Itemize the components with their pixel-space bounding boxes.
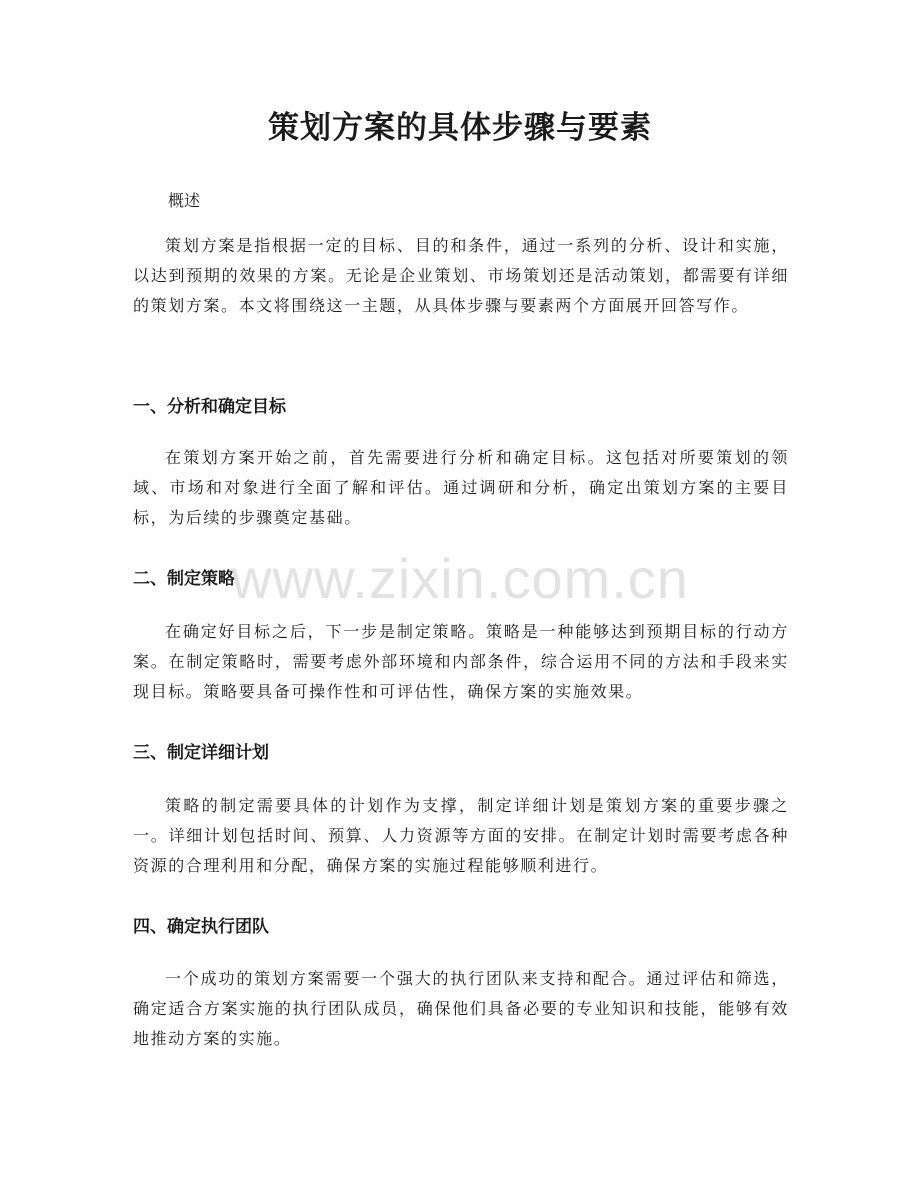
section-body-4: 一个成功的策划方案需要一个强大的执行团队来支持和配合。通过评估和筛选，确定适合方案实施的执行团队成员，确保他们具备必要的专业知识和技能，能够有效地推动方案的实施。	[133, 969, 789, 1048]
section-heading-3: 三、制定详细计划	[133, 743, 269, 763]
section-heading-4: 四、确定执行团队	[133, 917, 269, 937]
watermark-text: www.zixin.com.cn	[231, 547, 689, 610]
section-heading-1: 一、分析和确定目标	[133, 397, 286, 417]
section-body-1: 在策划方案开始之前，首先需要进行分析和确定目标。这包括对所要策划的领域、市场和对象进行全面了解和评估。通过调研和分析，确定出策划方案的主要目标，为后续的步骤奠定基础。	[133, 448, 789, 527]
section-heading-2: 二、制定策略	[133, 569, 235, 589]
overview-label: 概述	[168, 191, 201, 210]
document-title: 策划方案的具体步骤与要素	[268, 110, 652, 146]
section-body-3: 策略的制定需要具体的计划作为支撑，制定详细计划是策划方案的重要步骤之一。详细计划包括时间、预算、人力资源等方面的安排。在制定计划时需要考虑各种资源的合理利用和分配，确保方案的实施过程能够顺利进行。	[133, 796, 789, 875]
intro-paragraph: 策划方案是指根据一定的目标、目的和条件，通过一系列的分析、设计和实施，以达到预期的效果的方案。无论是企业策划、市场策划还是活动策划，都需要有详细的策划方案。本文将围绕这一主题，从具体步骤与要素两个方面展开回答写作。	[133, 236, 789, 315]
section-body-2: 在确定好目标之后，下一步是制定策略。策略是一种能够达到预期目标的行动方案。在制定策略时，需要考虑外部环境和内部条件，综合运用不同的方法和手段来实现目标。策略要具备可操作性和可评估性，确保方案的实施效果。	[133, 622, 789, 701]
